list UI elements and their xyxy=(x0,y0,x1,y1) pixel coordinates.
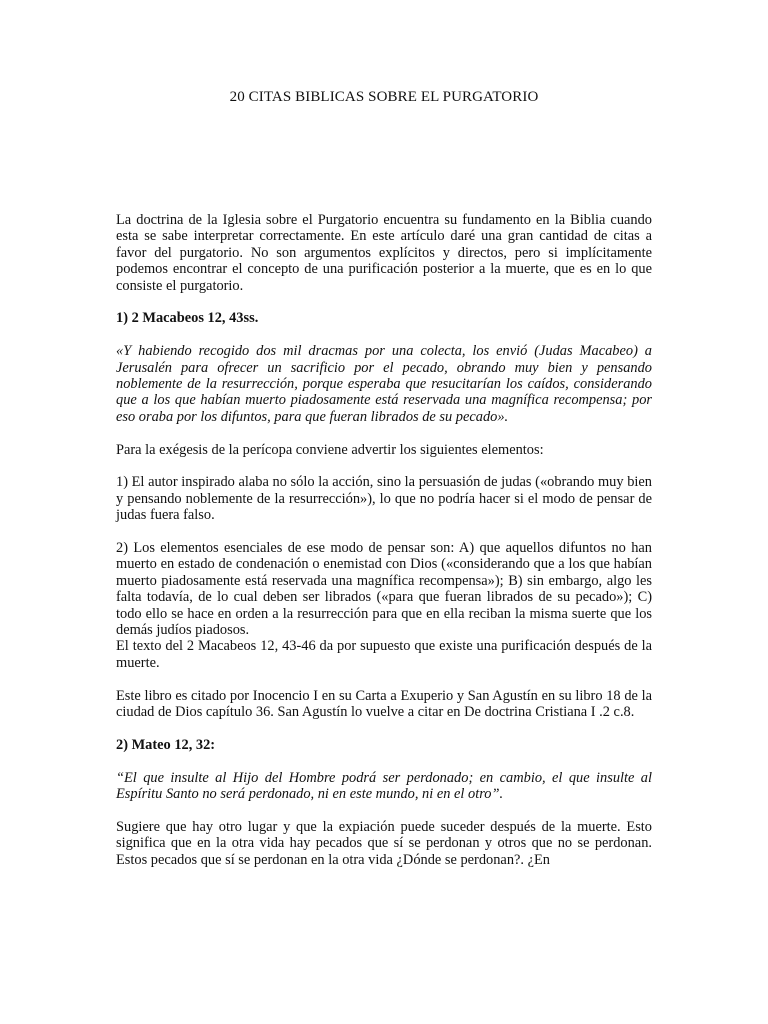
document-title: 20 CITAS BIBLICAS SOBRE EL PURGATORIO xyxy=(229,89,539,105)
mateo-commentary-paragraph: Sugiere que hay otro lugar y que la expiación puede suceder después de la muerte. Esto significa que en la otra vida hay pecados que sí se perdonan y otros que no se perdonan. Estos pecados que sí se perdonan en la otra vida ¿Dónde se perdonan?. ¿En xyxy=(116,818,652,868)
intro-paragraph: La doctrina de la Iglesia sobre el Purgatorio encuentra su fundamento en la Biblia cuando esta se sabe interpretar correctamente. En este artículo daré una gran cantidad de citas a favor del purgatorio. No son argumentos explícitos y directos, pero si implícitamente podemos encontrar el concepto de una purificación posterior a la muerte, que es en lo que consiste el purgatorio. xyxy=(116,212,652,294)
document-body xyxy=(116,212,652,885)
macabeos-conclusion-paragraph: El texto del 2 Macabeos 12, 43-46 da por supuesto que existe una purificación después de la muerte. xyxy=(116,638,652,671)
exegesis-intro-paragraph: Para la exégesis de la perícopa conviene advertir los siguientes elementos: xyxy=(116,441,544,458)
quote-macabeos: «Y habiendo recogido dos mil dracmas por una colecta, los envió (Judas Macabeo) a Jerusalén para ofrecer un sacrificio por el pecado, obrando muy bien y pensando noblemente de la resurrección, porque esperaba que resucitarían los caídos, considerando que a los que habían muerto piadosamente está reservada una magnífica recompensa; por eso oraba por los difuntos, para que fueran librados de su pecado». xyxy=(116,343,652,425)
exegesis-point-2: 2) Los elementos esenciales de ese modo de pensar son: A) que aquellos difuntos no han muerto en estado de condenación o enemistad con Dios («considerando que a los que habían muerto piadosamente está reservada una magnífica recompensa»); B) sin embargo, algo les falta todavía, de lo cual deben ser librados («para que fueran librados de su pecado»); C) todo ello se hace en orden a la resurrección para que en ella reciban la misma suerte que los demás judíos piadosos. xyxy=(116,540,652,639)
section-heading-mateo: 2) Mateo 12, 32: xyxy=(116,736,216,753)
exegesis-point-1: 1) El autor inspirado alaba no sólo la acción, sino la persuasión de judas («obrando muy bien y pensando noblemente de la resurrección»), lo que no podría hacer si el modo de pensar de judas fuera falso. xyxy=(116,474,652,524)
quote-mateo: “El que insulte al Hijo del Hombre podrá ser perdonado; en cambio, el que insulte al Espíritu Santo no será perdonado, ni en este mundo, ni en el otro”. xyxy=(116,769,652,803)
citations-paragraph: Este libro es citado por Inocencio I en su Carta a Exuperio y San Agustín en su libro 18 de la ciudad de Dios capítulo 36. San Agustín lo vuelve a citar en De doctrina Cristiana I .2 c.8. xyxy=(116,687,652,721)
section-heading-macabeos: 1) 2 Macabeos 12, 43ss. xyxy=(116,310,259,327)
